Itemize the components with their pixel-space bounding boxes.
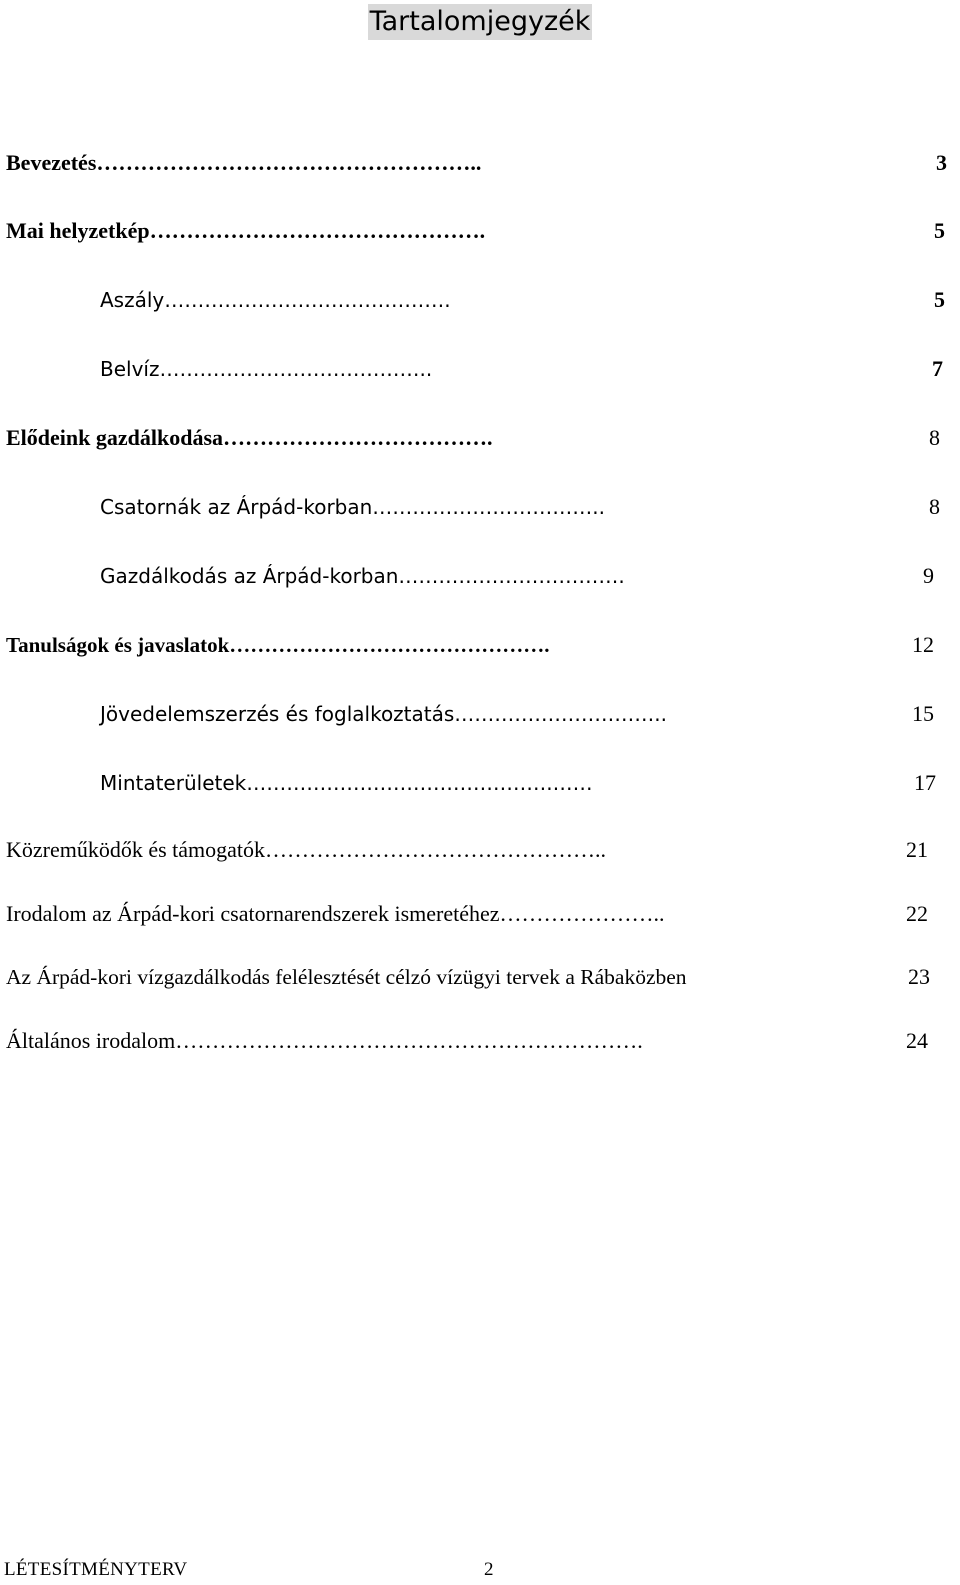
toc-entry-text: Közreműködők és támogatók……………………………………….. <box>6 837 607 862</box>
toc-entry-altalanos-irodalom[interactable] <box>0 1023 960 1059</box>
toc-page-number: 8 <box>929 425 940 450</box>
toc-page-number: 21 <box>906 837 928 862</box>
toc-entry-text: Mai helyzetkép………………………………………. <box>6 218 486 243</box>
page-title: Tartalomjegyzék <box>368 4 593 40</box>
toc-entry-text: Irodalom az Árpád-kori csatornarendszerek ismeretéhez………………….. <box>6 901 665 926</box>
toc-entry-text: Aszály……………………………………. <box>100 288 451 312</box>
toc-page-number: 8 <box>929 494 940 519</box>
toc-entry-kozremukodok[interactable] <box>0 832 960 868</box>
toc-page-number: 23 <box>908 964 930 989</box>
toc-entry-text: Gazdálkodás az Árpád-korban……………………………. <box>100 564 625 588</box>
toc-entry-text: Csatornák az Árpád-korban…………………………….. <box>100 495 606 519</box>
toc-entry-bevezetes[interactable] <box>0 145 960 181</box>
toc-entry-text: Bevezetés…………………………………………….. <box>6 150 482 175</box>
toc-entry-gazdalkodas[interactable] <box>0 558 960 594</box>
toc-page-number: 17 <box>914 770 936 795</box>
toc-entry-belviz[interactable] <box>0 351 960 387</box>
toc-page-number: 12 <box>912 632 934 657</box>
toc-entry-text: Általános irodalom………………………………………………………. <box>6 1028 643 1053</box>
toc-page-number: 3 <box>936 150 947 175</box>
toc-page-number: 5 <box>934 287 945 312</box>
toc-entry-vizugyi-tervek[interactable] <box>0 959 960 995</box>
footer-page-number: 2 <box>484 1559 494 1580</box>
toc-entry-text: Jövedelemszerzés és foglalkoztatás………………………….. <box>100 702 668 726</box>
toc-entry-aszaly[interactable] <box>0 282 960 318</box>
toc-entry-text: Tanulságok és javaslatok………………………………………. <box>6 633 550 657</box>
toc-entry-mai-helyzetkep[interactable] <box>0 213 960 249</box>
toc-entry-text: Mintaterületek……………………………………….…… <box>100 771 593 795</box>
toc-page-number: 5 <box>934 218 945 243</box>
toc-page-number: 22 <box>906 901 928 926</box>
toc-entry-text: Belvíz………………………………….. <box>100 357 433 381</box>
toc-page-number: 15 <box>912 701 934 726</box>
toc-entry-csatornak[interactable] <box>0 489 960 525</box>
toc-entry-irodalom-csatorna[interactable] <box>0 896 960 932</box>
toc-page-number: 7 <box>932 356 943 381</box>
toc-entry-elodeink[interactable] <box>0 420 960 456</box>
toc-entry-jovedelemszerzes[interactable] <box>0 696 960 732</box>
toc-entry-tanulsagok[interactable] <box>0 627 960 663</box>
toc-entry-text: Elődeink gazdálkodása………………………………. <box>6 425 493 450</box>
toc-page-number: 24 <box>906 1028 928 1053</box>
toc-entry-text: Az Árpád-kori vízgazdálkodás felélesztését célzó vízügyi tervek a Rábaközben <box>6 965 687 989</box>
toc-entry-mintateruletek[interactable] <box>0 765 960 801</box>
toc-page-number: 9 <box>923 563 934 588</box>
footer-document-title: LÉTESÍTMÉNYTERV <box>4 1559 188 1580</box>
title-container <box>0 4 960 40</box>
